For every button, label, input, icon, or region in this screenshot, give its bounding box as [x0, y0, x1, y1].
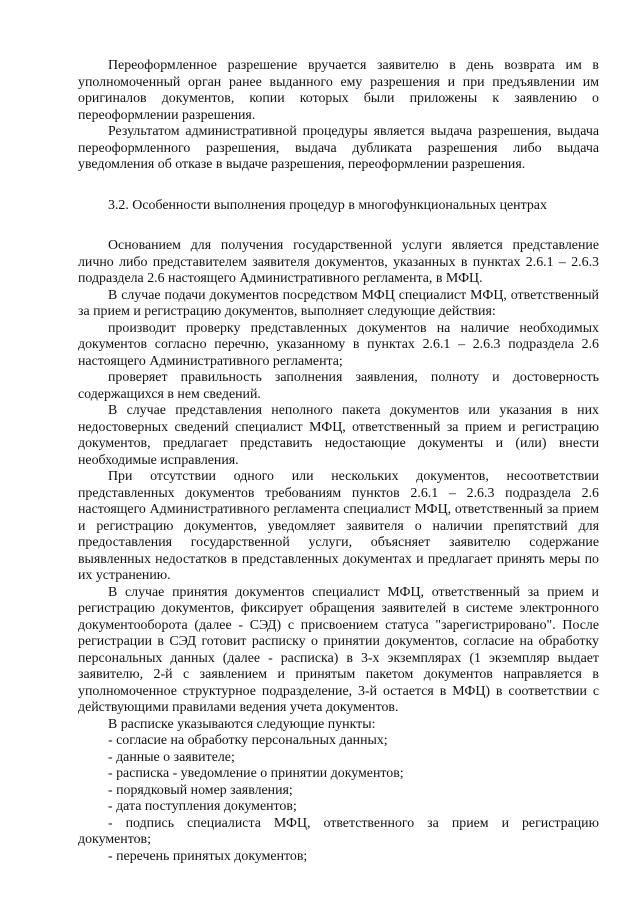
spacer [78, 214, 599, 238]
list-item: - перечень принятых документов; [108, 848, 308, 864]
list-item: - порядковый номер заявления; [108, 782, 293, 798]
list-item: - данные о заявителе; [108, 749, 235, 765]
paragraph-check-documents: производит проверку представленных документов на наличие необходимых документов согласно перечню, указанному в пунктах 2.6.1 – 2.6.3 подраздела 2.6 настоящего Административного регламента; [78, 320, 599, 369]
paragraph-incomplete-package: В случае представления неполного пакета документов или указания в них недостоверных сведений специалист МФЦ, ответственный за прием и регистрацию документов, предлагает представить недостающие документы и (или) внести необходимые исправления. [78, 403, 599, 468]
list-item: - согласие на обработку персональных данных; [108, 733, 388, 748]
paragraph-acceptance: В случае принятия документов специалист МФЦ, ответственный за прием и регистрацию документов, фиксирует обращения заявителей в системе электронного документооборота (далее - СЭД) с присвоением статуса "зарегистрировано". После регистрации в СЭД готовит расписку о принятии документов, согласие на обработку персональных данных (далее - расписка) в 3-х экземплярах (1 экземпляр выдает заявителю, 2-й с заявлением и принятым пакетом документов направляется в уполномоченное структурное подразделение, 3-й остается в МФЦ) в соответствии с действующими правилами ведения учета документов. [78, 584, 599, 715]
list-item: - расписка - уведомление о принятии документов; [108, 766, 404, 781]
paragraph-receipt-items-intro: В расписке указываются следующие пункты: [108, 716, 376, 732]
paragraph-reissued-permit-delivery: Переоформленное разрешение вручается заявителю в день возврата им в уполномоченный орган ранее выданного ему разрешения и при предъявлении им оригиналов документов, копии которых были приложены к заявлению о переоформлении разрешения. [78, 58, 599, 123]
document-body [78, 58, 599, 865]
paragraph-check-application: проверяет правильность заполнения заявления, полноту и достоверность содержащихся в нем сведений. [78, 370, 599, 402]
section-heading: 3.2. Особенности выполнения процедур в многофункциональных центрах [108, 197, 547, 213]
paragraph-missing-documents: При отсутствии одного или нескольких документов, несоответствии представленных документов требованиям пунктов 2.6.1 – 2.6.3 подраздела 2.6 настоящего Административного регламента специалист МФЦ, ответственный за прием и регистрацию документов, уведомляет заявителя о наличии препятствий для предоставления государственной услуги, объясняет заявителю содержание выявленных недостатков в представленных документах и предлагает принять меры по их устранению. [78, 469, 599, 583]
list-item: - подпись специалиста МФЦ, ответственного за прием и регистрацию документов; [78, 815, 599, 847]
paragraph-basis: Основанием для получения государственной услуги является представление лично либо представителем заявителя документов, указанных в пунктах 2.6.1 – 2.6.3 подраздела 2.6 настоящего Административного регламента, в МФЦ. [78, 238, 599, 286]
list-item: - дата поступления документов; [108, 799, 297, 814]
paragraph-procedure-result: Результатом административной процедуры является выдача разрешения, выдача переоформленного разрешения, выдача дубликата разрешения либо выдача уведомления об отказе в выдаче разрешения, переоформлении разрешения. [78, 124, 599, 172]
spacer [78, 174, 599, 198]
paragraph-mfc-actions: В случае подачи документов посредством МФЦ специалист МФЦ, ответственный за прием и регистрацию документов, выполняет следующие действия: [78, 287, 599, 319]
